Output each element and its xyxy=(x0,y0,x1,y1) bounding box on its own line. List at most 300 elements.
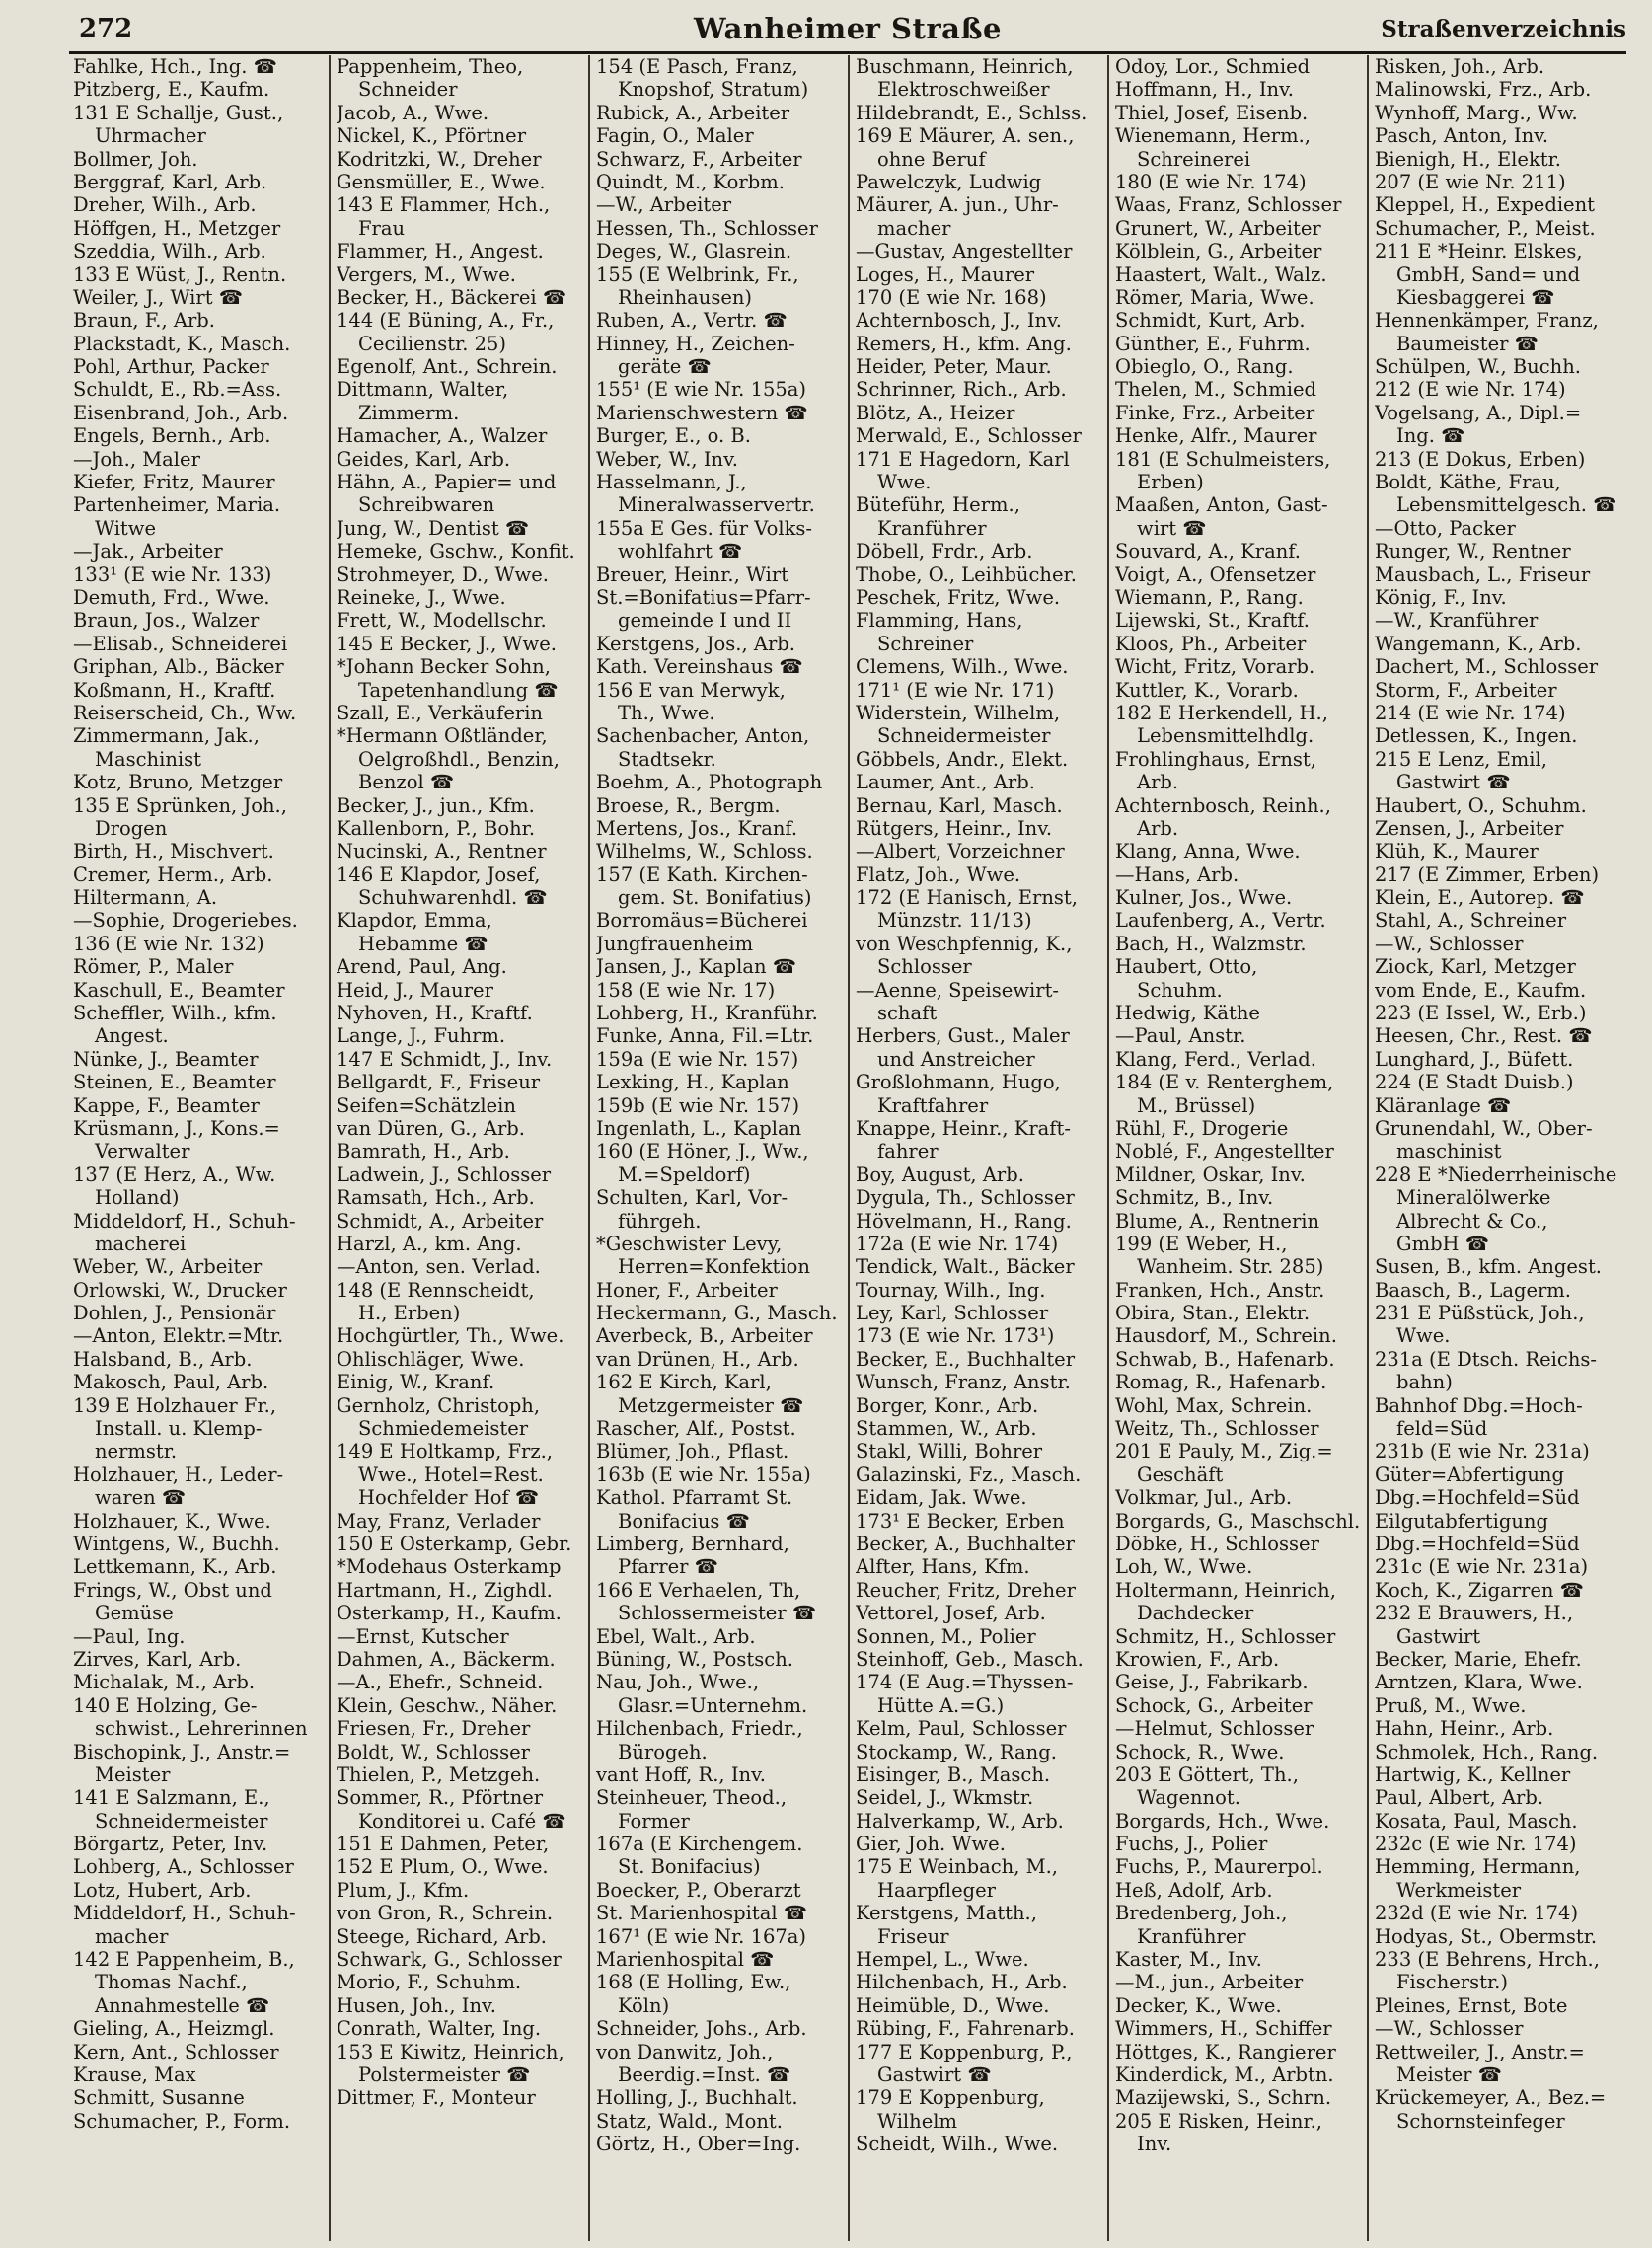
directory-entry-line: Lotz, Hubert, Arb. xyxy=(73,1878,252,1902)
directory-entry-line: 143 E Flammer, Hch., xyxy=(337,193,551,217)
directory-entry-line: 232 E Brauwers, H., xyxy=(1375,1602,1574,1625)
directory-entry-line: 166 E Verhaelen, Th, xyxy=(596,1578,801,1602)
directory-entry-line: Beerdig.=Inst. ☎ xyxy=(618,2062,791,2086)
directory-entry-line: Jungfrauenheim xyxy=(596,932,754,955)
directory-entry-line: Paul, Albert, Arb. xyxy=(1375,1786,1544,1810)
directory-entry-line: —Anton, Elektr.=Mtr. xyxy=(73,1324,284,1348)
directory-entry-line: 155¹ (E wie Nr. 155a) xyxy=(596,378,807,402)
directory-entry-line: Install. u. Klemp- xyxy=(95,1417,263,1441)
directory-entry-line: Alfter, Hans, Kfm. xyxy=(856,1555,1030,1579)
directory-entry-line: Franken, Hch., Anstr. xyxy=(1115,1278,1325,1302)
directory-entry-line: Dachert, M., Schlosser xyxy=(1375,655,1599,679)
directory-entry-line: 159b (E wie Nr. 157) xyxy=(596,1093,800,1117)
directory-entry-line: Vergers, M., Wwe. xyxy=(337,262,516,286)
directory-entry-line: Schmolek, Hch., Rang. xyxy=(1375,1740,1599,1763)
directory-entry-line: —M., jun., Arbeiter xyxy=(1115,1971,1304,1994)
directory-entry-line: Witwe xyxy=(95,516,157,540)
directory-entry-line: Achternbosch, Reinh., xyxy=(1115,793,1331,817)
directory-entry-line: Schlossermeister ☎ xyxy=(618,1602,817,1625)
directory-entry-line: von Gron, R., Schrein. xyxy=(337,1902,554,1925)
directory-entry-line: vom Ende, E., Kaufm. xyxy=(1375,978,1587,1002)
directory-entry-line: Görtz, H., Ober=Ing. xyxy=(596,2133,801,2156)
directory-entry-line: Frohlinghaus, Ernst, xyxy=(1115,747,1316,771)
directory-entry-line: Schlosser xyxy=(877,955,972,979)
directory-entry-line: Plackstadt, K., Masch. xyxy=(73,332,291,355)
directory-entry-line: Krowien, F., Arb. xyxy=(1115,1647,1280,1671)
directory-entry-line: van Drünen, H., Arb. xyxy=(596,1347,799,1371)
directory-entry-line: vant Hoff, R., Inv. xyxy=(596,1762,766,1786)
directory-entry-line: Schreinerei xyxy=(1137,147,1251,171)
directory-entry-line: Konditorei u. Café ☎ xyxy=(358,1809,566,1833)
directory-entry-line: Herbers, Gust., Maler xyxy=(856,1024,1070,1048)
directory-entry-line: Plum, J., Kfm. xyxy=(337,1878,470,1902)
directory-entry-line: von Danwitz, Joh., xyxy=(596,2040,774,2063)
directory-entry-line: Becker, H., Bäckerei ☎ xyxy=(337,285,567,309)
directory-entry-line: Kinderdick, M., Arbtn. xyxy=(1115,2062,1334,2086)
directory-entry-line: Arntzen, Klara, Wwe. xyxy=(1375,1671,1583,1694)
directory-entry-line: Lunghard, J., Büfett. xyxy=(1375,1047,1574,1071)
directory-entry-line: Noblé, F., Angestellter xyxy=(1115,1140,1334,1163)
directory-entry-line: Holtermann, Heinrich, xyxy=(1115,1578,1336,1602)
directory-entry-line: H., Erben) xyxy=(358,1302,461,1325)
directory-entry-line: Weitz, Th., Schlosser xyxy=(1115,1417,1319,1441)
directory-entry-line: Holzhauer, H., Leder- xyxy=(73,1462,284,1486)
directory-entry-line: Storm, F., Arbeiter xyxy=(1375,678,1557,702)
directory-entry-line: Maschinist xyxy=(95,747,201,771)
directory-entry-line: geräte ☎ xyxy=(618,355,712,379)
directory-entry-line: Detlessen, K., Ingen. xyxy=(1375,724,1578,748)
directory-entry-line: Grunendahl, W., Ober- xyxy=(1375,1116,1593,1140)
directory-entry-line: —Ernst, Kutscher xyxy=(337,1624,509,1648)
directory-entry-line: Hennenkämper, Franz, xyxy=(1375,309,1599,333)
directory-entry-line: 133¹ (E wie Nr. 133) xyxy=(73,562,272,586)
directory-entry-line: 184 (E v. Renterghem, xyxy=(1115,1071,1334,1094)
directory-entry-line: Buschmann, Heinrich, xyxy=(856,55,1074,78)
directory-entry-line: Hähn, A., Papier= und xyxy=(337,471,557,494)
directory-entry-line: Heesen, Chr., Rest. ☎ xyxy=(1375,1024,1593,1048)
directory-entry-line: Widerstein, Wilhelm, xyxy=(856,701,1061,724)
directory-entry-line: Verwalter xyxy=(95,1140,190,1163)
directory-entry-line: 155 (E Welbrink, Fr., xyxy=(596,262,799,286)
directory-entry-line: Zirves, Karl, Arb. xyxy=(73,1647,242,1671)
directory-entry-line: Rascher, Alf., Postst. xyxy=(596,1417,796,1441)
directory-entry-line: Krause, Max xyxy=(73,2062,196,2086)
directory-entry-line: Jansen, J., Kaplan ☎ xyxy=(596,955,796,979)
directory-entry-line: *Hermann Oßtländer, xyxy=(337,724,548,748)
directory-entry-line: Schmidt, A., Arbeiter xyxy=(337,1209,544,1233)
directory-entry-line: —Otto, Packer xyxy=(1375,516,1516,540)
directory-entry-line: Gastwirt xyxy=(1396,1624,1481,1648)
directory-entry-line: Bischopink, J., Anstr.= xyxy=(73,1740,291,1763)
directory-entry-line: Mäurer, A. jun., Uhr- xyxy=(856,193,1059,217)
directory-entry-line: 136 (E wie Nr. 132) xyxy=(73,932,264,955)
directory-entry-line: Angest. xyxy=(95,1024,169,1048)
directory-entry-line: Hamacher, A., Walzer xyxy=(337,424,548,448)
directory-entry-line: Haastert, Walt., Walz. xyxy=(1115,262,1327,286)
directory-entry-line: Halverkamp, W., Arb. xyxy=(856,1809,1064,1833)
directory-entry-line: Kerstgens, Matth., xyxy=(856,1902,1037,1925)
directory-entry-line: Risken, Joh., Arb. xyxy=(1375,55,1545,78)
directory-entry-line: Güter=Abfertigung xyxy=(1375,1462,1564,1486)
directory-entry-line: 150 E Osterkamp, Gebr. xyxy=(337,1533,572,1555)
directory-entry-line: 217 (E Zimmer, Erben) xyxy=(1375,862,1600,886)
directory-entry-line: 223 (E Issel, W., Erb.) xyxy=(1375,1002,1587,1025)
directory-entry-line: Bollmer, Joh. xyxy=(73,147,198,171)
directory-entry-line: Haubert, Otto, xyxy=(1115,955,1258,979)
directory-entry-line: 167a (E Kirchengem. xyxy=(596,1833,803,1856)
directory-entry-line: Kappe, F., Beamter xyxy=(73,1093,260,1117)
directory-column-6 xyxy=(1367,55,1626,2241)
directory-entry-line: Münzstr. 11/13) xyxy=(877,909,1032,933)
directory-entry-line: 172 (E Hanisch, Ernst, xyxy=(856,886,1078,910)
directory-entry-line: Rütgers, Heinr., Inv. xyxy=(856,816,1053,840)
directory-entry-line: Orlowski, W., Drucker xyxy=(73,1278,287,1302)
directory-entry-line: 182 E Herkendell, H., xyxy=(1115,701,1328,724)
directory-entry-line: 177 E Koppenburg, P., xyxy=(856,2040,1073,2063)
directory-entry-line: Heider, Peter, Maur. xyxy=(856,355,1052,379)
directory-entry-line: Hebamme ☎ xyxy=(358,932,488,955)
directory-entry-line: Dittmann, Walter, xyxy=(337,378,509,402)
directory-entry-line: Bach, H., Walzmstr. xyxy=(1115,932,1307,955)
directory-entry-line: Engels, Bernh., Arb. xyxy=(73,424,271,448)
directory-entry-line: —Anton, sen. Verlad. xyxy=(337,1255,541,1279)
directory-entry-line: 169 E Mäurer, A. sen., xyxy=(856,124,1075,148)
directory-entry-line: Statz, Wald., Mont. xyxy=(596,2109,783,2133)
directory-entry-line: Vogelsang, A., Dipl.= xyxy=(1375,401,1582,424)
directory-entry-line: Nünke, J., Beamter xyxy=(73,1047,259,1071)
directory-entry-line: Eisenbrand, Joh., Arb. xyxy=(73,401,289,424)
directory-entry-line: Mildner, Oskar, Inv. xyxy=(1115,1162,1306,1186)
directory-entry-line: Hartmann, H., Zighdl. xyxy=(337,1578,553,1602)
directory-entry-line: 228 E *Niederrheinische xyxy=(1375,1162,1617,1186)
directory-entry-line: Höffgen, H., Metzger xyxy=(73,216,281,240)
directory-entry-line: Schrinner, Rich., Arb. xyxy=(856,378,1067,402)
directory-entry-line: 160 (E Höner, J., Ww., xyxy=(596,1140,809,1163)
directory-entry-line: Lexking, H., Kaplan xyxy=(596,1071,789,1094)
directory-entry-line: Boldt, W., Schlosser xyxy=(337,1740,530,1763)
directory-entry-line: Sommer, R., Pförtner xyxy=(337,1786,544,1810)
directory-entry-line: 168 (E Holling, Ew., xyxy=(596,1971,791,1994)
directory-entry-line: Blume, A., Rentnerin xyxy=(1115,1209,1320,1233)
directory-entry-line: 167¹ (E wie Nr. 167a) xyxy=(596,1924,807,1948)
directory-entry-line: Hartwig, K., Kellner xyxy=(1375,1762,1571,1786)
directory-entry-line: Hemeke, Gschw., Konfit. xyxy=(337,540,575,563)
directory-entry-line: Kraftfahrer xyxy=(877,1093,989,1117)
directory-entry-line: 140 E Holzing, Ge- xyxy=(73,1693,258,1717)
directory-entry-line: macherei xyxy=(95,1232,187,1255)
directory-column-3 xyxy=(588,55,848,2241)
directory-entry-line: Hochfelder Hof ☎ xyxy=(358,1486,540,1510)
directory-entry-line: Stakl, Willi, Bohrer xyxy=(856,1440,1043,1463)
directory-entry-line: Borger, Konr., Arb. xyxy=(856,1393,1039,1417)
directory-entry-line: Hessen, Th., Schlosser xyxy=(596,216,818,240)
directory-entry-line: Wintgens, W., Buchh. xyxy=(73,1533,280,1555)
directory-entry-line: Tapetenhandlung ☎ xyxy=(358,678,559,702)
directory-entry-line: Uhrmacher xyxy=(95,124,206,148)
directory-entry-line: Rubick, A., Arbeiter xyxy=(596,101,790,124)
directory-entry-line: 171¹ (E wie Nr. 171) xyxy=(856,678,1055,702)
directory-entry-line: Deges, W., Glasrein. xyxy=(596,240,792,263)
directory-entry-line: 174 (E Aug.=Thyssen- xyxy=(856,1671,1074,1694)
directory-entry-line: Baasch, B., Lagerm. xyxy=(1375,1278,1571,1302)
directory-entry-line: Lebensmittelhdlg. xyxy=(1137,724,1314,748)
directory-entry-line: Gastwirt ☎ xyxy=(877,2062,992,2086)
directory-entry-line: 148 (E Rennscheidt, xyxy=(337,1278,535,1302)
directory-entry-line: Hoffmann, H., Inv. xyxy=(1115,78,1294,102)
directory-entry-line: Waas, Franz, Schlosser xyxy=(1115,193,1342,217)
directory-entry-line: Geides, Karl, Arb. xyxy=(337,447,511,471)
directory-column-5 xyxy=(1107,55,1367,2241)
directory-entry-line: Bonifacius ☎ xyxy=(618,1509,750,1533)
directory-entry-line: Gemüse xyxy=(95,1602,174,1625)
directory-entry-line: Flatz, Joh., Wwe. xyxy=(856,862,1021,886)
page-header xyxy=(69,8,1626,54)
directory-entry-line: Bienigh, H., Elektr. xyxy=(1375,147,1561,171)
directory-entry-line: Limberg, Bernhard, xyxy=(596,1533,789,1555)
directory-entry-line: Kerstgens, Jos., Arb. xyxy=(596,632,795,655)
directory-entry-line: Steege, Richard, Arb. xyxy=(337,1924,548,1948)
directory-entry-line: Heß, Adolf, Arb. xyxy=(1115,1878,1273,1902)
directory-entry-line: Pfarrer ☎ xyxy=(618,1555,718,1579)
directory-entry-line: Haubert, O., Schuhm. xyxy=(1375,793,1587,817)
directory-entry-line: Döbke, H., Schlosser xyxy=(1115,1533,1319,1555)
directory-entry-line: Mertens, Jos., Kranf. xyxy=(596,816,798,840)
directory-entry-line: Wunsch, Franz, Anstr. xyxy=(856,1371,1071,1394)
directory-entry-line: 152 E Plum, O., Wwe. xyxy=(337,1855,549,1879)
directory-entry-line: Kranführer xyxy=(877,516,987,540)
directory-entry-line: Großlohmann, Hugo, xyxy=(856,1071,1061,1094)
directory-entry-line: Heid, J., Maurer xyxy=(337,978,493,1002)
directory-entry-line: Wilhelms, W., Schloss. xyxy=(596,840,813,863)
directory-entry-line: Kölblein, G., Arbeiter xyxy=(1115,240,1322,263)
directory-entry-line: Ohlischläger, Wwe. xyxy=(337,1347,525,1371)
directory-entry-line: Merwald, E., Schlosser xyxy=(856,424,1082,448)
directory-entry-line: Dachdecker xyxy=(1137,1602,1254,1625)
directory-entry-line: Blötz, A., Heizer xyxy=(856,401,1015,424)
directory-entry-line: Seidel, J., Wkmstr. xyxy=(856,1786,1034,1810)
directory-entry-line: Pappenheim, Theo, xyxy=(337,55,524,78)
directory-entry-line: Klein, E., Autorep. ☎ xyxy=(1375,886,1585,910)
directory-entry-line: St. Bonifacius) xyxy=(618,1855,761,1879)
directory-entry-line: maschinist xyxy=(1396,1140,1502,1163)
directory-entry-line: Souvard, A., Kranf. xyxy=(1115,540,1301,563)
directory-entry-line: Fagin, O., Maler xyxy=(596,124,754,148)
directory-column-1 xyxy=(69,55,329,2241)
directory-entry-line: Nau, Joh., Wwe., xyxy=(596,1671,760,1694)
directory-entry-line: —W., Schlosser xyxy=(1375,2017,1524,2041)
directory-entry-line: 163b (E wie Nr. 155a) xyxy=(596,1462,811,1486)
directory-entry-line: macher xyxy=(95,1924,169,1948)
directory-entry-line: Susen, B., kfm. Angest. xyxy=(1375,1255,1602,1279)
directory-entry-line: Schwark, G., Schlosser xyxy=(337,1948,562,1972)
directory-entry-line: Morio, F., Schuhm. xyxy=(337,1971,522,1994)
directory-entry-line: Köln) xyxy=(618,1993,670,2017)
directory-entry-line: Schneider xyxy=(358,78,458,102)
directory-entry-line: M., Brüssel) xyxy=(1137,1093,1256,1117)
directory-entry-line: 201 E Pauly, M., Zig.= xyxy=(1115,1440,1333,1463)
directory-entry-line: 175 E Weinbach, M., xyxy=(856,1855,1058,1879)
directory-entry-line: GmbH, Sand= und xyxy=(1396,262,1581,286)
directory-entry-line: 179 E Koppenburg, xyxy=(856,2086,1045,2110)
directory-entry-line: 233 (E Behrens, Hrch., xyxy=(1375,1948,1600,1972)
directory-entry-line: Klüh, K., Maurer xyxy=(1375,840,1539,863)
directory-entry-line: Arb. xyxy=(1137,816,1179,840)
directory-entry-line: Averbeck, B., Arbeiter xyxy=(596,1324,813,1348)
directory-entry-line: Peschek, Fritz, Wwe. xyxy=(856,585,1061,609)
directory-entry-line: Lohberg, A., Schlosser xyxy=(73,1855,294,1879)
directory-entry-line: führgeh. xyxy=(618,1209,702,1233)
directory-entry-line: Ladwein, J., Schlosser xyxy=(337,1162,552,1186)
directory-entry-line: Kelm, Paul, Schlosser xyxy=(856,1717,1067,1741)
directory-entry-line: Schumacher, P., Form. xyxy=(73,2109,291,2133)
directory-entry-line: 141 E Salzmann, E., xyxy=(73,1786,270,1810)
directory-entry-line: Eidam, Jak. Wwe. xyxy=(856,1486,1027,1510)
directory-entry-line: 149 E Holtkamp, Frz., xyxy=(337,1440,554,1463)
directory-entry-line: Reucher, Fritz, Dreher xyxy=(856,1578,1076,1602)
directory-entry-line: Thomas Nachf., xyxy=(95,1971,248,1994)
directory-entry-line: Schülpen, W., Buchh. xyxy=(1375,355,1581,379)
directory-entry-line: Birth, H., Mischvert. xyxy=(73,840,274,863)
directory-entry-line: Nickel, K., Pförtner xyxy=(337,124,527,148)
directory-entry-line: Malinowski, Frz., Arb. xyxy=(1375,78,1592,102)
directory-entry-line: Odoy, Lor., Schmied xyxy=(1115,55,1311,78)
directory-column-4 xyxy=(848,55,1107,2241)
directory-entry-line: Schmitz, H., Schlosser xyxy=(1115,1624,1336,1648)
directory-entry-line: Hövelmann, H., Rang. xyxy=(856,1209,1072,1233)
directory-entry-line: St. Marienhospital ☎ xyxy=(596,1902,808,1925)
directory-entry-line: Elektroschweißer xyxy=(877,78,1050,102)
directory-entry-line: GmbH ☎ xyxy=(1396,1232,1490,1255)
directory-entry-line: Krückemeyer, A., Bez.= xyxy=(1375,2086,1607,2110)
directory-entry-line: Ebel, Walt., Arb. xyxy=(596,1624,756,1648)
directory-entry-line: Becker, A., Buchhalter xyxy=(856,1533,1075,1555)
directory-entry-line: 180 (E wie Nr. 174) xyxy=(1115,170,1307,193)
directory-entry-line: Kaster, M., Inv. xyxy=(1115,1948,1262,1972)
directory-entry-line: Galazinski, Fz., Masch. xyxy=(856,1462,1082,1486)
directory-entry-line: 231a (E Dtsch. Reichs- xyxy=(1375,1347,1597,1371)
directory-entry-line: Inv. xyxy=(1137,2133,1172,2156)
directory-entry-line: Hilchenbach, H., Arb. xyxy=(856,1971,1068,1994)
directory-entry-line: Kath. Vereinshaus ☎ xyxy=(596,655,803,679)
directory-entry-line: 157 (E Kath. Kirchen- xyxy=(596,862,808,886)
directory-entry-line: Harzl, A., km. Ang. xyxy=(337,1232,522,1255)
directory-entry-line: Schock, G., Arbeiter xyxy=(1115,1693,1313,1717)
directory-entry-line: Schneider, Johs., Arb. xyxy=(596,2017,807,2041)
directory-entry-line: Friesen, Fr., Dreher xyxy=(337,1717,531,1741)
directory-entry-line: —W., Kranführer xyxy=(1375,609,1539,633)
directory-entry-line: Schneidermeister xyxy=(877,724,1051,748)
directory-entry-line: Pawelczyk, Ludwig xyxy=(856,170,1042,193)
directory-entry-line: Steinhoff, Geb., Masch. xyxy=(856,1647,1084,1671)
directory-entry-line: Haarpfleger xyxy=(877,1878,996,1902)
directory-entry-line: Reineke, J., Wwe. xyxy=(337,585,506,609)
directory-entry-line: Frau xyxy=(358,216,406,240)
directory-entry-line: Klapdor, Emma, xyxy=(337,909,492,933)
directory-entry-line: May, Franz, Verlader xyxy=(337,1509,541,1533)
directory-entry-line: Kallenborn, P., Bohr. xyxy=(337,816,536,840)
directory-entry-line: Mineralwasservertr. xyxy=(618,493,815,517)
directory-entry-line: schaft xyxy=(877,1002,938,1025)
directory-entry-line: Schwab, B., Hafenarb. xyxy=(1115,1347,1335,1371)
directory-entry-line: Hempel, L., Wwe. xyxy=(856,1948,1029,1972)
directory-entry-line: Flamming, Hans, xyxy=(856,609,1023,633)
directory-entry-line: Meister xyxy=(95,1762,171,1786)
directory-entry-line: Hütte A.=G.) xyxy=(877,1693,1005,1717)
directory-entry-line: Husen, Joh., Inv. xyxy=(337,1993,496,2017)
directory-entry-line: Wwe. xyxy=(877,471,932,494)
directory-entry-line: Lijewski, St., Kraftf. xyxy=(1115,609,1310,633)
directory-entry-line: Römer, P., Maler xyxy=(73,955,234,979)
directory-entry-line: —W., Arbeiter xyxy=(596,193,732,217)
directory-entry-line: Jacob, A., Wwe. xyxy=(337,101,489,124)
directory-entry-line: Kläranlage ☎ xyxy=(1375,1093,1512,1117)
directory-entry-line: 172a (E wie Nr. 174) xyxy=(856,1232,1059,1255)
directory-entry-line: Maaßen, Anton, Gast- xyxy=(1115,493,1328,517)
directory-entry-line: Geschäft xyxy=(1137,1462,1224,1486)
directory-entry-line: 131 E Schallje, Gust., xyxy=(73,101,284,124)
directory-entry-line: 144 (E Büning, A., Fr., xyxy=(337,309,555,333)
directory-entry-line: waren ☎ xyxy=(95,1486,187,1510)
directory-entry-line: Kern, Ant., Schlosser xyxy=(73,2040,279,2063)
directory-entry-line: Griphan, Alb., Bäcker xyxy=(73,655,284,679)
directory-entry-line: Middeldorf, H., Schuh- xyxy=(73,1902,296,1925)
directory-entry-line: Demuth, Frd., Wwe. xyxy=(73,585,270,609)
directory-entry-line: Thelen, M., Schmied xyxy=(1115,378,1316,402)
directory-entry-line: Blümer, Joh., Pflast. xyxy=(596,1440,789,1463)
directory-entry-line: Rettweiler, J., Anstr.= xyxy=(1375,2040,1585,2063)
directory-entry-line: Thielen, P., Metzgeh. xyxy=(337,1762,541,1786)
directory-entry-line: Oelgroßhdl., Benzin, xyxy=(358,747,560,771)
directory-entry-line: Glasr.=Unternehm. xyxy=(618,1693,808,1717)
directory-entry-line: Cremer, Herm., Arb. xyxy=(73,862,273,886)
directory-entry-line: Hasselmann, J., xyxy=(596,471,747,494)
directory-entry-line: Holling, J., Buchhalt. xyxy=(596,2086,798,2110)
directory-entry-line: Kathol. Pfarramt St. xyxy=(596,1486,793,1510)
directory-entry-line: Büning, W., Postsch. xyxy=(596,1647,793,1671)
directory-entry-line: 231 E Püßstück, Joh., xyxy=(1375,1302,1585,1325)
directory-entry-line: Steinheuer, Theod., xyxy=(596,1786,788,1810)
directory-entry-line: Achternbosch, J., Inv. xyxy=(856,309,1062,333)
directory-entry-line: Mazijewski, S., Schrn. xyxy=(1115,2086,1332,2110)
directory-entry-line: Höttges, K., Rangierer xyxy=(1115,2040,1336,2063)
directory-entry-line: Lange, J., Fuhrm. xyxy=(337,1024,506,1048)
directory-entry-line: Steinen, E., Beamter xyxy=(73,1071,276,1094)
directory-entry-line: Rühl, F., Drogerie xyxy=(1115,1116,1289,1140)
directory-entry-line: 232d (E wie Nr. 174) xyxy=(1375,1902,1579,1925)
directory-entry-line: Gernholz, Christoph, xyxy=(337,1393,541,1417)
directory-entry-line: 146 E Klapdor, Josef, xyxy=(337,862,541,886)
directory-entry-line: Einig, W., Kranf. xyxy=(337,1371,495,1394)
directory-entry-line: Fuchs, J., Polier xyxy=(1115,1833,1268,1856)
directory-entry-line: feld=Süd xyxy=(1396,1417,1488,1441)
directory-entry-line: Dbg.=Hochfeld=Süd xyxy=(1375,1533,1580,1555)
directory-entry-line: —Albert, Vorzeichner xyxy=(856,840,1065,863)
directory-entry-line: Eilgutabfertigung xyxy=(1375,1509,1548,1533)
directory-entry-line: 133 E Wüst, J., Rentn. xyxy=(73,262,287,286)
directory-entry-line: Bürogeh. xyxy=(618,1740,708,1763)
directory-entry-line: schwist., Lehrerinnen xyxy=(95,1717,308,1741)
directory-entry-line: Friseur xyxy=(877,1924,949,1948)
directory-entry-line: Büteführ, Herm., xyxy=(856,493,1020,517)
directory-entry-line: Holzhauer, K., Wwe. xyxy=(73,1509,271,1533)
directory-entry-line: Schuldt, E., Rb.=Ass. xyxy=(73,378,282,402)
directory-entry-line: Kiesbaggerei ☎ xyxy=(1396,285,1555,309)
directory-entry-line: Koßmann, H., Kraftf. xyxy=(73,678,276,702)
directory-entry-line: Klang, Ferd., Verlad. xyxy=(1115,1047,1316,1071)
directory-entry-line: —W., Schlosser xyxy=(1375,932,1524,955)
directory-entry-line: Seifen=Schätzlein xyxy=(337,1093,516,1117)
directory-entry-line: ohne Beruf xyxy=(877,147,986,171)
